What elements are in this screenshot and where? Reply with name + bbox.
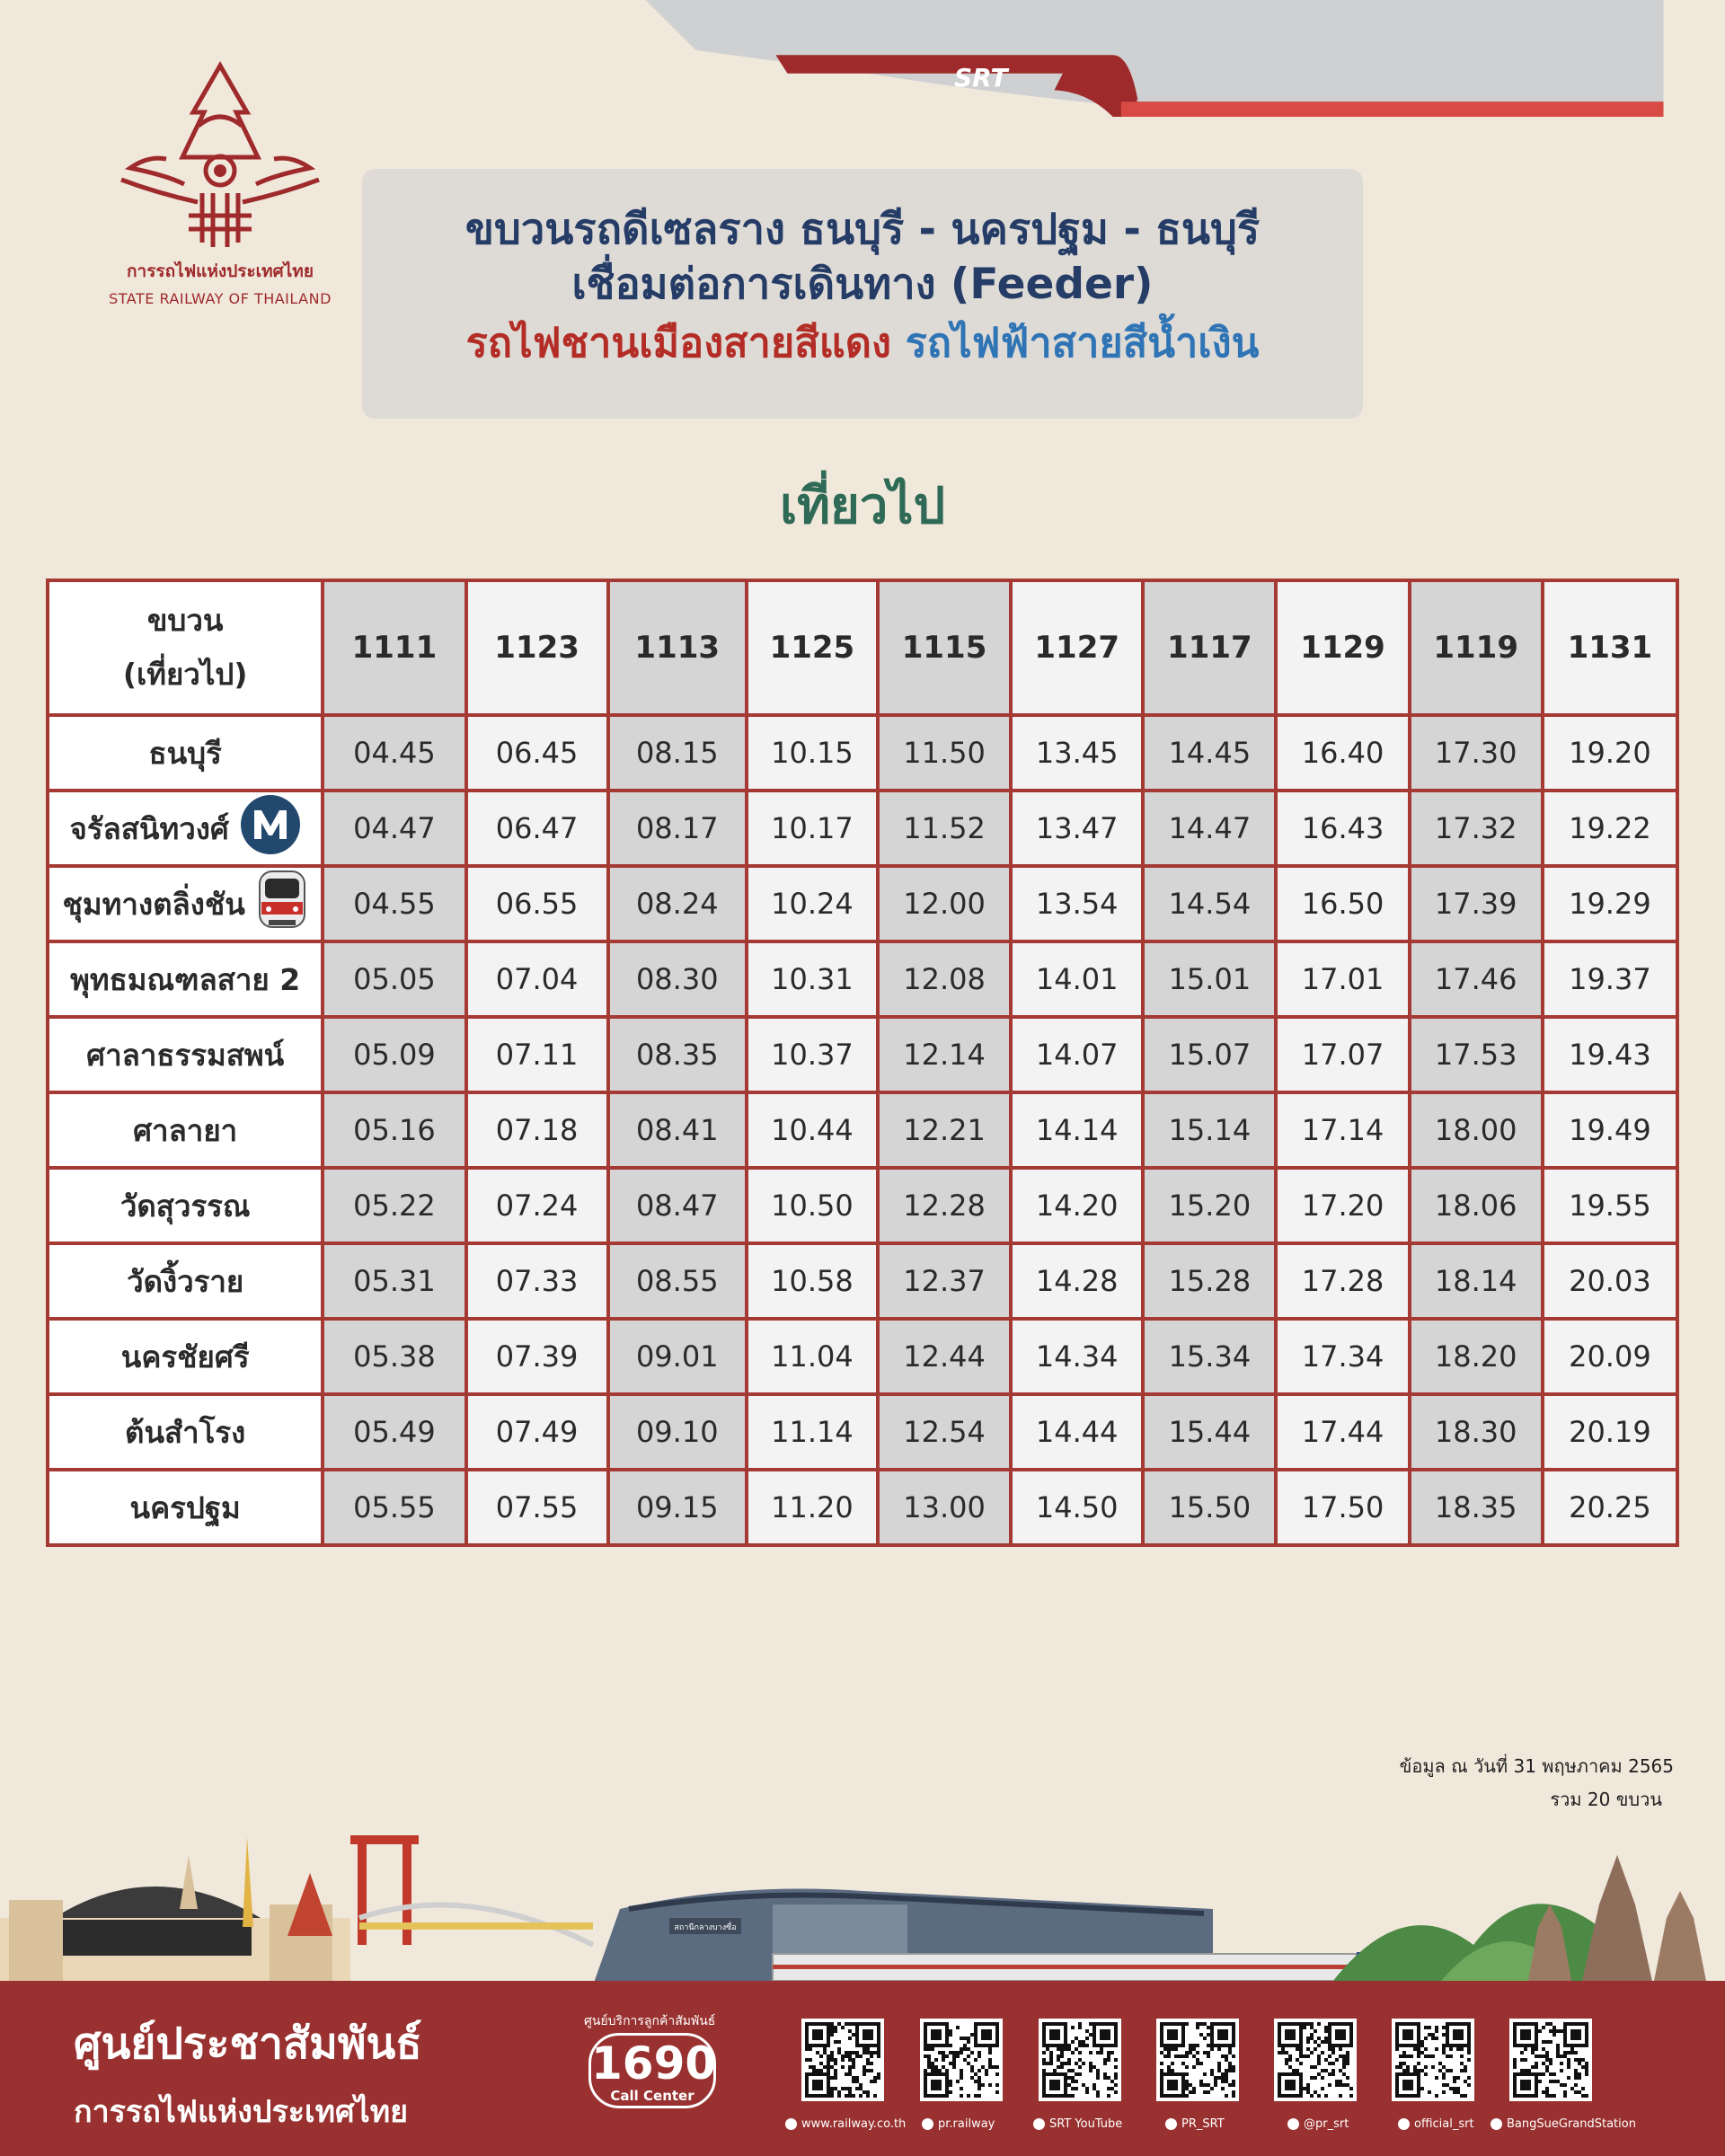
time-cell: 19.37 [1543,941,1677,1017]
station-name: วัดสุวรรณ [119,1188,251,1224]
srt-emblem-icon [112,58,328,256]
time-cell: 17.32 [1410,791,1543,866]
station-name: นครปฐม [129,1489,241,1525]
channel-link[interactable] [1287,2117,1349,2131]
time-cell: 17.20 [1276,1168,1409,1243]
time-cell: 14.45 [1143,715,1276,791]
time-cell: 05.16 [323,1092,465,1168]
footer-title: ศูนย์ประชาสัมพันธ์ [74,2019,422,2069]
total-trains-note: รวม 20 ขบวน [1550,1789,1662,1810]
time-cell: 19.20 [1543,715,1677,791]
time-cell: 08.55 [608,1243,747,1319]
time-cell: 15.01 [1143,941,1276,1017]
time-cell: 16.43 [1276,791,1409,866]
table-row [48,715,1677,791]
station-cell [48,866,323,941]
time-cell: 06.45 [466,715,608,791]
time-cell: 12.21 [878,1092,1011,1168]
time-cell: 19.29 [1543,866,1677,941]
time-cell: 17.44 [1276,1394,1409,1470]
time-cell: 13.00 [878,1470,1011,1545]
globe-icon [785,2118,797,2130]
channel-link[interactable] [785,2117,906,2131]
station-cell [48,1168,323,1243]
time-cell: 18.00 [1410,1092,1543,1168]
instagram-icon [1398,2118,1410,2130]
time-cell: 07.04 [466,941,608,1017]
time-cell: 11.50 [878,715,1011,791]
train-number-1123: 1123 [466,580,608,715]
time-cell: 05.31 [323,1243,465,1319]
time-cell: 07.33 [466,1243,608,1319]
qr-code-globe[interactable] [801,2019,884,2101]
time-cell: 18.06 [1410,1168,1543,1243]
channel-label: @pr_srt [1304,2117,1349,2131]
red-line-label: รถไฟชานเมืองสายสีแดง [465,319,891,367]
blue-line-label: รถไฟฟ้าสายสีน้ำเงิน [905,319,1260,367]
table-row [48,866,1677,941]
time-cell: 14.01 [1011,941,1143,1017]
time-cell: 18.30 [1410,1394,1543,1470]
time-cell: 05.22 [323,1168,465,1243]
time-cell: 20.03 [1543,1243,1677,1319]
time-cell: 11.20 [747,1470,878,1545]
table-row [48,1470,1677,1545]
mrt-metro-icon [240,794,301,862]
train-number-1119: 1119 [1410,580,1543,715]
time-cell: 19.43 [1543,1017,1677,1092]
time-cell: 07.55 [466,1470,608,1545]
time-cell: 12.28 [878,1168,1011,1243]
time-cell: 17.07 [1276,1017,1409,1092]
train-header-label [48,580,323,715]
data-date-note: ข้อมูล ณ วันที่ 31 พฤษภาคม 2565 [1399,1755,1674,1777]
time-cell: 10.15 [747,715,878,791]
station-cell [48,1394,323,1470]
red-line-train-icon [256,870,308,938]
time-cell: 05.49 [323,1394,465,1470]
call-center-number: 1690 [591,2037,717,2090]
table-header-row [48,580,1677,715]
time-cell: 08.24 [608,866,747,941]
time-cell: 20.19 [1543,1394,1677,1470]
youtube-icon [1033,2118,1045,2130]
time-cell: 05.55 [323,1470,465,1545]
time-cell: 05.05 [323,941,465,1017]
time-cell: 16.40 [1276,715,1409,791]
srt-mark: SRT [954,63,1008,93]
station-name: พุทธมณฑลสาย 2 [70,961,301,997]
time-cell: 17.46 [1410,941,1543,1017]
station-cell [48,791,323,866]
time-cell: 11.52 [878,791,1011,866]
station-cell [48,1243,323,1319]
table-row [48,1394,1677,1470]
time-cell: 17.53 [1410,1017,1543,1092]
time-cell: 17.34 [1276,1319,1409,1394]
time-cell: 05.09 [323,1017,465,1092]
train-number-1129: 1129 [1276,580,1409,715]
time-cell: 17.39 [1410,866,1543,941]
station-cell [48,1017,323,1092]
time-cell: 07.18 [466,1092,608,1168]
time-cell: 09.01 [608,1319,747,1394]
twitter-icon [1165,2118,1177,2130]
time-cell: 07.11 [466,1017,608,1092]
time-cell: 09.10 [608,1394,747,1470]
time-cell: 12.54 [878,1394,1011,1470]
time-cell: 14.34 [1011,1319,1143,1394]
time-cell: 14.20 [1011,1168,1143,1243]
time-cell: 04.55 [323,866,465,941]
time-cell: 12.00 [878,866,1011,941]
qr-code-instagram[interactable] [1392,2019,1474,2101]
time-cell: 12.08 [878,941,1011,1017]
station-name: ศาลาธรรมสพน์ [86,1037,285,1073]
time-cell: 09.15 [608,1470,747,1545]
time-cell: 08.15 [608,715,747,791]
title-line2: เชื่อมต่อการเดินทาง (Feeder) [571,260,1154,309]
time-cell: 17.14 [1276,1092,1409,1168]
time-cell: 06.55 [466,866,608,941]
table-row [48,1017,1677,1092]
qr-code-facebook[interactable] [1509,2019,1592,2101]
qr-code-tiktok[interactable] [1274,2019,1357,2101]
time-cell: 19.22 [1543,791,1677,866]
time-cell: 18.35 [1410,1470,1543,1545]
channel-link[interactable] [1398,2117,1474,2131]
channel-label: www.railway.co.th [801,2117,907,2131]
table-row [48,1319,1677,1394]
time-cell: 14.50 [1011,1470,1143,1545]
time-cell: 10.17 [747,791,878,866]
train-number-1115: 1115 [878,580,1011,715]
table-row [48,941,1677,1017]
time-cell: 16.50 [1276,866,1409,941]
qr-code-twitter[interactable] [1156,2019,1239,2101]
time-cell: 14.54 [1143,866,1276,941]
logo-name-en: STATE RAILWAY OF THAILAND [109,290,332,307]
station-name: ชุมทางตลิ่งชัน [62,886,245,922]
time-cell: 10.44 [747,1092,878,1168]
station-sign: สถานีกลางบางซื่อ [674,1923,737,1932]
station-name: ธนบุรี [148,735,222,771]
footer-subtitle: การรถไฟแห่งประเทศไทย [74,2094,409,2130]
train-number-1127: 1127 [1011,580,1143,715]
channel-label: PR_SRT [1181,2117,1225,2131]
station-name: จรัลสนิทวงศ์ [69,810,229,846]
station-cell [48,1319,323,1394]
time-cell: 10.37 [747,1017,878,1092]
time-cell: 15.34 [1143,1319,1276,1394]
channel-link[interactable] [1491,2117,1636,2131]
time-cell: 15.28 [1143,1243,1276,1319]
time-cell: 05.38 [323,1319,465,1394]
time-cell: 11.14 [747,1394,878,1470]
time-cell: 14.44 [1011,1394,1143,1470]
title-line1: ขบวนรถดีเซลราง ธนบุรี - นครปฐม - ธนบุรี [464,205,1261,254]
time-cell: 08.35 [608,1017,747,1092]
time-cell: 08.30 [608,941,747,1017]
station-name: วัดงิ้วราย [127,1263,244,1299]
call-center-badge [588,2033,716,2108]
time-cell: 17.28 [1276,1243,1409,1319]
time-cell: 07.24 [466,1168,608,1243]
time-cell: 04.45 [323,715,465,791]
time-cell: 06.47 [466,791,608,866]
header-label-line2: (เที่ยวไป) [122,657,248,692]
time-cell: 15.07 [1143,1017,1276,1092]
time-cell: 10.24 [747,866,878,941]
time-cell: 12.37 [878,1243,1011,1319]
time-cell: 18.14 [1410,1243,1543,1319]
channel-link[interactable] [922,2117,995,2131]
tiktok-icon [1287,2118,1299,2130]
time-cell: 13.47 [1011,791,1143,866]
station-name: ศาลายา [133,1112,238,1148]
time-cell: 15.50 [1143,1470,1276,1545]
time-cell: 14.14 [1011,1092,1143,1168]
qr-code-youtube[interactable] [1039,2019,1121,2101]
station-name: ต้นสำโรง [125,1414,246,1450]
train-number-1113: 1113 [608,580,747,715]
station-cell [48,715,323,791]
train-number-1111: 1111 [323,580,465,715]
call-center-label: ศูนย์บริการลูกค้าสัมพันธ์ [584,2014,716,2028]
time-cell: 14.07 [1011,1017,1143,1092]
time-cell: 07.39 [466,1319,608,1394]
time-cell: 17.01 [1276,941,1409,1017]
time-cell: 11.04 [747,1319,878,1394]
time-cell: 08.41 [608,1092,747,1168]
time-cell: 20.09 [1543,1319,1677,1394]
time-cell: 08.47 [608,1168,747,1243]
facebook-icon [1491,2118,1502,2130]
time-cell: 19.55 [1543,1168,1677,1243]
qr-code-facebook[interactable] [920,2019,1003,2101]
time-cell: 10.50 [747,1168,878,1243]
channel-label: BangSueGrandStation [1507,2117,1636,2131]
logo-name-th: การรถไฟแห่งประเทศไทย [127,261,314,281]
table-row [48,1243,1677,1319]
time-cell: 08.17 [608,791,747,866]
table-row [48,791,1677,866]
time-cell: 17.50 [1276,1470,1409,1545]
time-cell: 19.49 [1543,1092,1677,1168]
train-number-1131: 1131 [1543,580,1677,715]
title-box [362,169,1363,419]
time-cell: 18.20 [1410,1319,1543,1394]
title-line3 [362,313,1363,374]
time-cell: 04.47 [323,791,465,866]
time-cell: 20.25 [1543,1470,1677,1545]
time-cell: 12.44 [878,1319,1011,1394]
time-cell: 17.30 [1410,715,1543,791]
time-cell: 15.44 [1143,1394,1276,1470]
train-number-1117: 1117 [1143,580,1276,715]
station-name: นครชัยศรี [120,1339,250,1374]
channel-label: SRT YouTube [1049,2117,1123,2131]
time-cell: 10.58 [747,1243,878,1319]
call-center-sub: Call Center [610,2088,694,2104]
channel-label: official_srt [1414,2117,1474,2131]
time-cell: 15.14 [1143,1092,1276,1168]
time-cell: 13.45 [1011,715,1143,791]
station-cell [48,941,323,1017]
channel-label: pr.railway [938,2117,995,2131]
time-cell: 14.28 [1011,1243,1143,1319]
train-number-1125: 1125 [747,580,878,715]
table-row [48,1092,1677,1168]
section-title: เที่ยวไป [779,477,946,535]
station-cell [48,1092,323,1168]
timetable [46,579,1679,1547]
header-label-line1: ขบวน [146,603,224,638]
facebook-icon [922,2118,933,2130]
station-cell [48,1470,323,1545]
footer [0,1981,1725,2156]
skyline-illustration [0,1819,1725,1985]
time-cell: 12.14 [878,1017,1011,1092]
time-cell: 07.49 [466,1394,608,1470]
time-cell: 15.20 [1143,1168,1276,1243]
channel-link[interactable] [1033,2117,1122,2131]
time-cell: 13.54 [1011,866,1143,941]
channel-link[interactable] [1165,2117,1225,2131]
table-row [48,1168,1677,1243]
time-cell: 10.31 [747,941,878,1017]
srt-logo [103,58,337,310]
time-cell: 14.47 [1143,791,1276,866]
